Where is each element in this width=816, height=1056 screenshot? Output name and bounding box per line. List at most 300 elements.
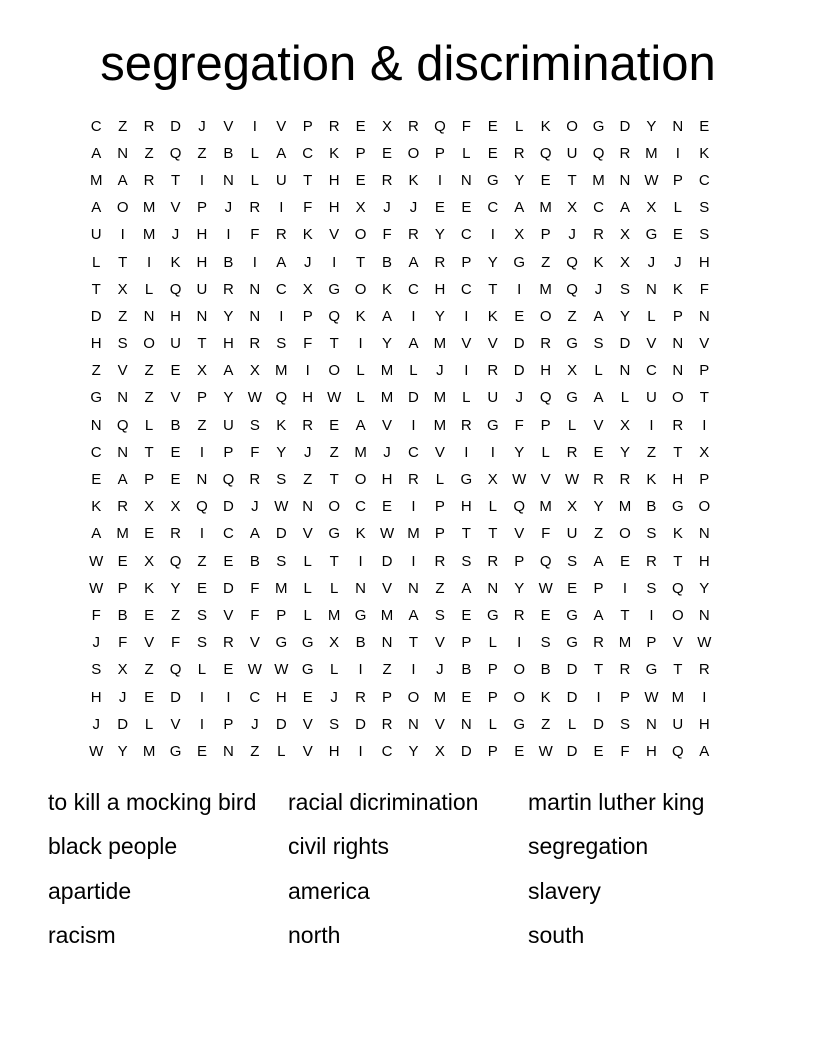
grid-letter: W bbox=[89, 579, 104, 597]
grid-letter: W bbox=[538, 579, 553, 597]
grid-letter: H bbox=[90, 335, 102, 353]
grid-letter: D bbox=[408, 389, 419, 407]
grid-letter: O bbox=[143, 335, 155, 353]
grid-letter: C bbox=[355, 498, 367, 516]
grid-letter: W bbox=[644, 688, 659, 706]
grid-letter: H bbox=[460, 498, 472, 516]
grid-letter: N bbox=[196, 307, 208, 325]
grid-letter: M bbox=[327, 606, 341, 624]
grid-letter: J bbox=[568, 226, 576, 244]
grid-letter: H bbox=[328, 742, 340, 760]
grid-letter: J bbox=[383, 199, 391, 217]
grid-letter: I bbox=[226, 688, 231, 706]
grid-letter: O bbox=[328, 498, 340, 516]
grid-letter: E bbox=[223, 552, 234, 570]
grid-letter: E bbox=[672, 226, 683, 244]
word-list bbox=[48, 780, 768, 957]
grid-letter: P bbox=[672, 307, 683, 325]
grid-row bbox=[83, 222, 743, 249]
grid-letter: Q bbox=[539, 144, 552, 162]
grid-letter: Q bbox=[328, 307, 340, 325]
grid-letter: D bbox=[170, 688, 181, 706]
grid-letter: J bbox=[383, 443, 391, 461]
grid-letter: O bbox=[698, 498, 711, 516]
grid-letter: X bbox=[487, 471, 498, 489]
grid-letter: V bbox=[302, 742, 313, 760]
grid-letter: S bbox=[196, 606, 207, 624]
grid-letter: D bbox=[222, 498, 234, 516]
grid-letter: Q bbox=[539, 552, 552, 570]
grid-letter: G bbox=[486, 606, 499, 624]
grid-letter: U bbox=[566, 525, 578, 543]
grid-letter: R bbox=[619, 144, 631, 162]
grid-letter: I bbox=[702, 688, 707, 706]
grid-letter: I bbox=[596, 688, 601, 706]
grid-letter: X bbox=[144, 552, 155, 570]
grid-letter: K bbox=[170, 253, 181, 271]
grid-letter: C bbox=[408, 443, 419, 461]
grid-letter: I bbox=[622, 579, 628, 597]
grid-letter: L bbox=[673, 199, 683, 217]
grid-letter: G bbox=[672, 498, 684, 516]
grid-letter: R bbox=[487, 362, 499, 380]
grid-letter: I bbox=[199, 171, 205, 189]
grid-letter: X bbox=[567, 498, 578, 516]
grid-letter: V bbox=[170, 199, 181, 217]
grid-letter: X bbox=[329, 634, 340, 652]
grid-letter: V bbox=[487, 335, 498, 353]
grid-letter: I bbox=[411, 661, 416, 679]
grid-letter: G bbox=[566, 389, 578, 407]
grid-letter: I bbox=[675, 144, 680, 162]
grid-letter: D bbox=[170, 117, 181, 135]
grid-letter: R bbox=[672, 416, 684, 434]
grid-letter: I bbox=[305, 362, 310, 380]
grid-letter: P bbox=[117, 579, 128, 597]
grid-letter: B bbox=[249, 552, 260, 570]
grid-letter: K bbox=[593, 253, 604, 271]
grid-letter: W bbox=[89, 552, 104, 570]
grid-letter: X bbox=[619, 226, 630, 244]
grid-letter: N bbox=[249, 280, 261, 298]
grid-row bbox=[83, 113, 743, 140]
grid-letter: M bbox=[380, 389, 394, 407]
grid-letter: A bbox=[408, 335, 419, 353]
grid-letter: Y bbox=[593, 498, 604, 516]
grid-letter: E bbox=[514, 742, 525, 760]
grid-letter: I bbox=[358, 552, 363, 570]
grid-letter: T bbox=[699, 389, 709, 407]
grid-letter: I bbox=[199, 715, 205, 733]
grid-letter: A bbox=[382, 307, 393, 325]
grid-letter: I bbox=[279, 199, 284, 217]
grid-letter: C bbox=[460, 226, 472, 244]
grid-letter: E bbox=[487, 144, 498, 162]
grid-letter: E bbox=[540, 606, 551, 624]
grid-letter: Q bbox=[592, 144, 605, 162]
grid-letter: Y bbox=[408, 742, 419, 760]
grid-letter: I bbox=[279, 307, 284, 325]
grid-letter: P bbox=[699, 362, 710, 380]
grid-letter: B bbox=[223, 144, 234, 162]
grid-letter: K bbox=[646, 471, 657, 489]
grid-letter: G bbox=[592, 117, 605, 135]
grid-letter: F bbox=[91, 606, 101, 624]
grid-letter: C bbox=[487, 199, 499, 217]
grid-letter: M bbox=[142, 199, 156, 217]
grid-row bbox=[83, 684, 743, 711]
grid-row bbox=[83, 521, 743, 548]
grid-letter: F bbox=[514, 416, 524, 434]
word-list-item: black people bbox=[48, 833, 178, 860]
grid-letter: W bbox=[565, 471, 580, 489]
grid-letter: Q bbox=[566, 253, 578, 271]
grid-letter: A bbox=[593, 307, 604, 325]
grid-letter: S bbox=[646, 525, 657, 543]
grid-letter: N bbox=[698, 525, 710, 543]
grid-letter: A bbox=[91, 144, 102, 162]
grid-letter: V bbox=[593, 416, 604, 434]
grid-letter: T bbox=[461, 525, 471, 543]
grid-letter: L bbox=[144, 280, 154, 298]
grid-letter: W bbox=[274, 661, 289, 679]
grid-letter: R bbox=[117, 498, 129, 516]
grid-letter: U bbox=[90, 226, 102, 244]
grid-letter: P bbox=[144, 471, 155, 489]
grid-letter: Z bbox=[541, 715, 551, 733]
grid-letter: C bbox=[645, 362, 657, 380]
grid-letter: L bbox=[515, 117, 524, 135]
grid-letter: V bbox=[434, 715, 445, 733]
grid-letter: Z bbox=[144, 144, 154, 162]
grid-letter: A bbox=[514, 199, 525, 217]
grid-letter: W bbox=[697, 634, 712, 652]
grid-letter: T bbox=[91, 280, 101, 298]
grid-letter: D bbox=[275, 525, 287, 543]
grid-letter: R bbox=[222, 280, 234, 298]
grid-letter: X bbox=[249, 362, 260, 380]
grid-letter: I bbox=[649, 606, 654, 624]
grid-letter: H bbox=[302, 389, 314, 407]
grid-letter: D bbox=[619, 117, 631, 135]
grid-letter: N bbox=[117, 389, 129, 407]
grid-letter: L bbox=[303, 606, 312, 624]
grid-letter: Y bbox=[487, 253, 498, 271]
grid-letter: N bbox=[645, 715, 657, 733]
grid-letter: Y bbox=[514, 443, 525, 461]
grid-letter: D bbox=[513, 335, 525, 353]
grid-letter: S bbox=[276, 552, 287, 570]
grid-letter: H bbox=[381, 471, 393, 489]
grid-letter: M bbox=[539, 280, 552, 298]
grid-letter: E bbox=[91, 471, 102, 489]
word-list-item: racism bbox=[48, 921, 116, 948]
grid-letter: O bbox=[513, 661, 526, 679]
grid-letter: O bbox=[354, 280, 367, 298]
grid-letter: N bbox=[645, 280, 657, 298]
grid-letter: H bbox=[196, 253, 208, 271]
grid-letter: I bbox=[490, 226, 495, 244]
grid-letter: F bbox=[303, 335, 313, 353]
grid-letter: V bbox=[302, 715, 313, 733]
word-list-item: apartide bbox=[48, 877, 132, 904]
grid-letter: F bbox=[620, 742, 630, 760]
grid-letter: S bbox=[619, 715, 630, 733]
grid-letter: E bbox=[329, 416, 340, 434]
grid-letter: A bbox=[276, 253, 287, 271]
grid-letter: X bbox=[117, 661, 128, 679]
grid-letter: A bbox=[408, 253, 419, 271]
grid-letter: J bbox=[515, 389, 523, 407]
grid-letter: F bbox=[250, 606, 260, 624]
grid-row bbox=[83, 548, 743, 575]
grid-letter: K bbox=[540, 117, 551, 135]
grid-letter: V bbox=[144, 634, 155, 652]
grid-letter: P bbox=[434, 525, 445, 543]
grid-letter: E bbox=[461, 688, 472, 706]
grid-letter: P bbox=[487, 688, 498, 706]
grid-letter: E bbox=[144, 606, 155, 624]
grid-letter: D bbox=[381, 552, 393, 570]
grid-letter: S bbox=[540, 634, 551, 652]
grid-letter: E bbox=[144, 525, 155, 543]
grid-letter: E bbox=[170, 362, 181, 380]
grid-letter: D bbox=[90, 307, 102, 325]
grid-letter: R bbox=[249, 471, 261, 489]
grid-letter: C bbox=[408, 280, 419, 298]
grid-letter: X bbox=[699, 443, 710, 461]
grid-letter: M bbox=[539, 199, 552, 217]
grid-letter: F bbox=[250, 226, 260, 244]
grid-letter: J bbox=[436, 362, 444, 380]
grid-letter: L bbox=[144, 715, 154, 733]
grid-letter: E bbox=[540, 171, 551, 189]
grid-letter: Q bbox=[196, 498, 208, 516]
grid-letter: V bbox=[170, 389, 181, 407]
grid-letter: S bbox=[91, 661, 102, 679]
grid-letter: F bbox=[250, 443, 260, 461]
grid-letter: Z bbox=[541, 253, 551, 271]
grid-letter: S bbox=[196, 634, 207, 652]
grid-letter: R bbox=[540, 335, 552, 353]
grid-letter: T bbox=[303, 171, 313, 189]
grid-letter: I bbox=[702, 416, 707, 434]
grid-letter: S bbox=[276, 335, 287, 353]
grid-letter: N bbox=[408, 715, 419, 733]
grid-letter: R bbox=[487, 552, 499, 570]
grid-letter: N bbox=[460, 171, 472, 189]
grid-letter: I bbox=[358, 335, 363, 353]
grid-letter: V bbox=[461, 335, 472, 353]
grid-letter: V bbox=[699, 335, 710, 353]
grid-letter: G bbox=[354, 606, 367, 624]
grid-letter: G bbox=[645, 661, 658, 679]
grid-letter: L bbox=[462, 389, 471, 407]
grid-letter: M bbox=[142, 742, 156, 760]
grid-letter: E bbox=[382, 498, 393, 516]
grid-letter: Y bbox=[514, 579, 525, 597]
grid-letter: E bbox=[487, 117, 498, 135]
grid-letter: H bbox=[698, 552, 710, 570]
grid-letter: P bbox=[382, 688, 393, 706]
grid-letter: E bbox=[382, 144, 393, 162]
grid-letter: T bbox=[329, 552, 339, 570]
grid-letter: N bbox=[249, 307, 261, 325]
grid-letter: J bbox=[118, 688, 127, 706]
grid-letter: L bbox=[567, 416, 577, 434]
grid-letter: I bbox=[490, 443, 495, 461]
grid-letter: Y bbox=[276, 443, 287, 461]
grid-letter: R bbox=[434, 253, 446, 271]
grid-letter: O bbox=[407, 144, 420, 162]
grid-letter: I bbox=[464, 307, 469, 325]
grid-row bbox=[83, 195, 743, 222]
grid-letter: V bbox=[382, 416, 393, 434]
grid-letter: R bbox=[513, 144, 525, 162]
grid-letter: G bbox=[90, 389, 103, 407]
grid-letter: T bbox=[170, 171, 181, 189]
grid-letter: A bbox=[408, 606, 419, 624]
grid-letter: Z bbox=[170, 606, 181, 624]
grid-letter: R bbox=[275, 226, 287, 244]
grid-letter: I bbox=[517, 280, 522, 298]
grid-letter: O bbox=[513, 688, 526, 706]
grid-letter: W bbox=[538, 742, 553, 760]
grid-letter: Z bbox=[197, 416, 207, 434]
grid-letter: A bbox=[593, 606, 604, 624]
grid-row bbox=[83, 711, 743, 738]
grid-letter: W bbox=[327, 389, 342, 407]
grid-letter: S bbox=[699, 199, 710, 217]
grid-letter: S bbox=[249, 416, 260, 434]
grid-letter: G bbox=[645, 226, 658, 244]
grid-row bbox=[83, 738, 743, 765]
grid-letter: Y bbox=[117, 742, 128, 760]
grid-letter: P bbox=[540, 226, 551, 244]
grid-letter: R bbox=[143, 117, 155, 135]
grid-letter: K bbox=[91, 498, 102, 516]
grid-letter: N bbox=[619, 171, 631, 189]
grid-letter: P bbox=[461, 253, 472, 271]
grid-letter: I bbox=[411, 498, 416, 516]
grid-letter: I bbox=[464, 362, 469, 380]
grid-letter: H bbox=[328, 199, 340, 217]
grid-letter: G bbox=[301, 661, 314, 679]
grid-letter: Q bbox=[169, 144, 182, 162]
grid-letter: A bbox=[91, 199, 102, 217]
grid-letter: Y bbox=[382, 335, 393, 353]
grid-letter: X bbox=[302, 280, 313, 298]
grid-letter: X bbox=[619, 416, 630, 434]
grid-letter: D bbox=[619, 335, 631, 353]
grid-letter: L bbox=[462, 144, 471, 162]
grid-letter: N bbox=[222, 171, 234, 189]
grid-letter: U bbox=[645, 389, 657, 407]
grid-letter: T bbox=[197, 335, 207, 353]
grid-letter: O bbox=[116, 199, 129, 217]
grid-letter: Q bbox=[116, 416, 129, 434]
grid-letter: M bbox=[407, 525, 420, 543]
grid-letter: C bbox=[90, 443, 102, 461]
grid-letter: V bbox=[540, 471, 551, 489]
grid-letter: O bbox=[539, 307, 552, 325]
grid-letter: Z bbox=[593, 525, 604, 543]
grid-letter: M bbox=[380, 362, 394, 380]
grid-letter: Z bbox=[118, 307, 128, 325]
grid-letter: K bbox=[302, 226, 313, 244]
grid-letter: M bbox=[618, 498, 632, 516]
grid-letter: R bbox=[645, 552, 657, 570]
grid-letter: B bbox=[646, 498, 657, 516]
grid-letter: P bbox=[540, 416, 551, 434]
grid-letter: N bbox=[117, 443, 129, 461]
grid-letter: S bbox=[329, 715, 340, 733]
grid-letter: E bbox=[170, 443, 181, 461]
grid-letter: J bbox=[409, 199, 418, 217]
grid-letter: M bbox=[433, 389, 447, 407]
grid-letter: V bbox=[223, 606, 234, 624]
grid-letter: M bbox=[618, 634, 632, 652]
grid-letter: E bbox=[196, 742, 207, 760]
grid-letter: T bbox=[329, 471, 339, 489]
grid-letter: J bbox=[594, 280, 603, 298]
grid-letter: N bbox=[302, 498, 314, 516]
grid-letter: G bbox=[275, 634, 288, 652]
grid-letter: V bbox=[170, 715, 181, 733]
grid-letter: E bbox=[514, 307, 525, 325]
grid-letter: C bbox=[90, 117, 102, 135]
grid-letter: K bbox=[329, 144, 340, 162]
grid-letter: I bbox=[120, 226, 125, 244]
grid-letter: V bbox=[434, 634, 445, 652]
grid-letter: B bbox=[170, 416, 181, 434]
grid-letter: G bbox=[566, 335, 578, 353]
grid-letter: R bbox=[328, 117, 340, 135]
grid-letter: N bbox=[460, 715, 472, 733]
grid-letter: K bbox=[355, 307, 366, 325]
grid-letter: J bbox=[92, 715, 100, 733]
grid-letter: R bbox=[513, 606, 525, 624]
grid-letter: L bbox=[356, 389, 365, 407]
grid-row bbox=[83, 494, 743, 521]
grid-letter: N bbox=[672, 117, 684, 135]
grid-letter: M bbox=[671, 688, 685, 706]
grid-letter: H bbox=[698, 715, 710, 733]
grid-letter: Y bbox=[434, 307, 445, 325]
grid-letter: P bbox=[196, 389, 207, 407]
grid-letter: U bbox=[566, 144, 578, 162]
grid-letter: E bbox=[461, 199, 472, 217]
grid-letter: R bbox=[408, 226, 419, 244]
grid-letter: Z bbox=[197, 144, 207, 162]
grid-letter: T bbox=[144, 443, 154, 461]
grid-letter: K bbox=[699, 144, 710, 162]
grid-letter: M bbox=[539, 498, 552, 516]
grid-letter: C bbox=[302, 144, 314, 162]
grid-letter: W bbox=[512, 471, 527, 489]
grid-letter: R bbox=[698, 661, 710, 679]
grid-letter: T bbox=[593, 661, 604, 679]
grid-letter: H bbox=[645, 742, 657, 760]
grid-letter: P bbox=[514, 552, 525, 570]
grid-letter: C bbox=[460, 280, 472, 298]
grid-letter: T bbox=[620, 606, 630, 624]
grid-letter: Q bbox=[169, 552, 182, 570]
word-list-item: to kill a mocking bird bbox=[48, 789, 257, 815]
grid-row bbox=[83, 412, 743, 439]
grid-letter: Q bbox=[566, 280, 578, 298]
grid-letter: M bbox=[433, 335, 447, 353]
